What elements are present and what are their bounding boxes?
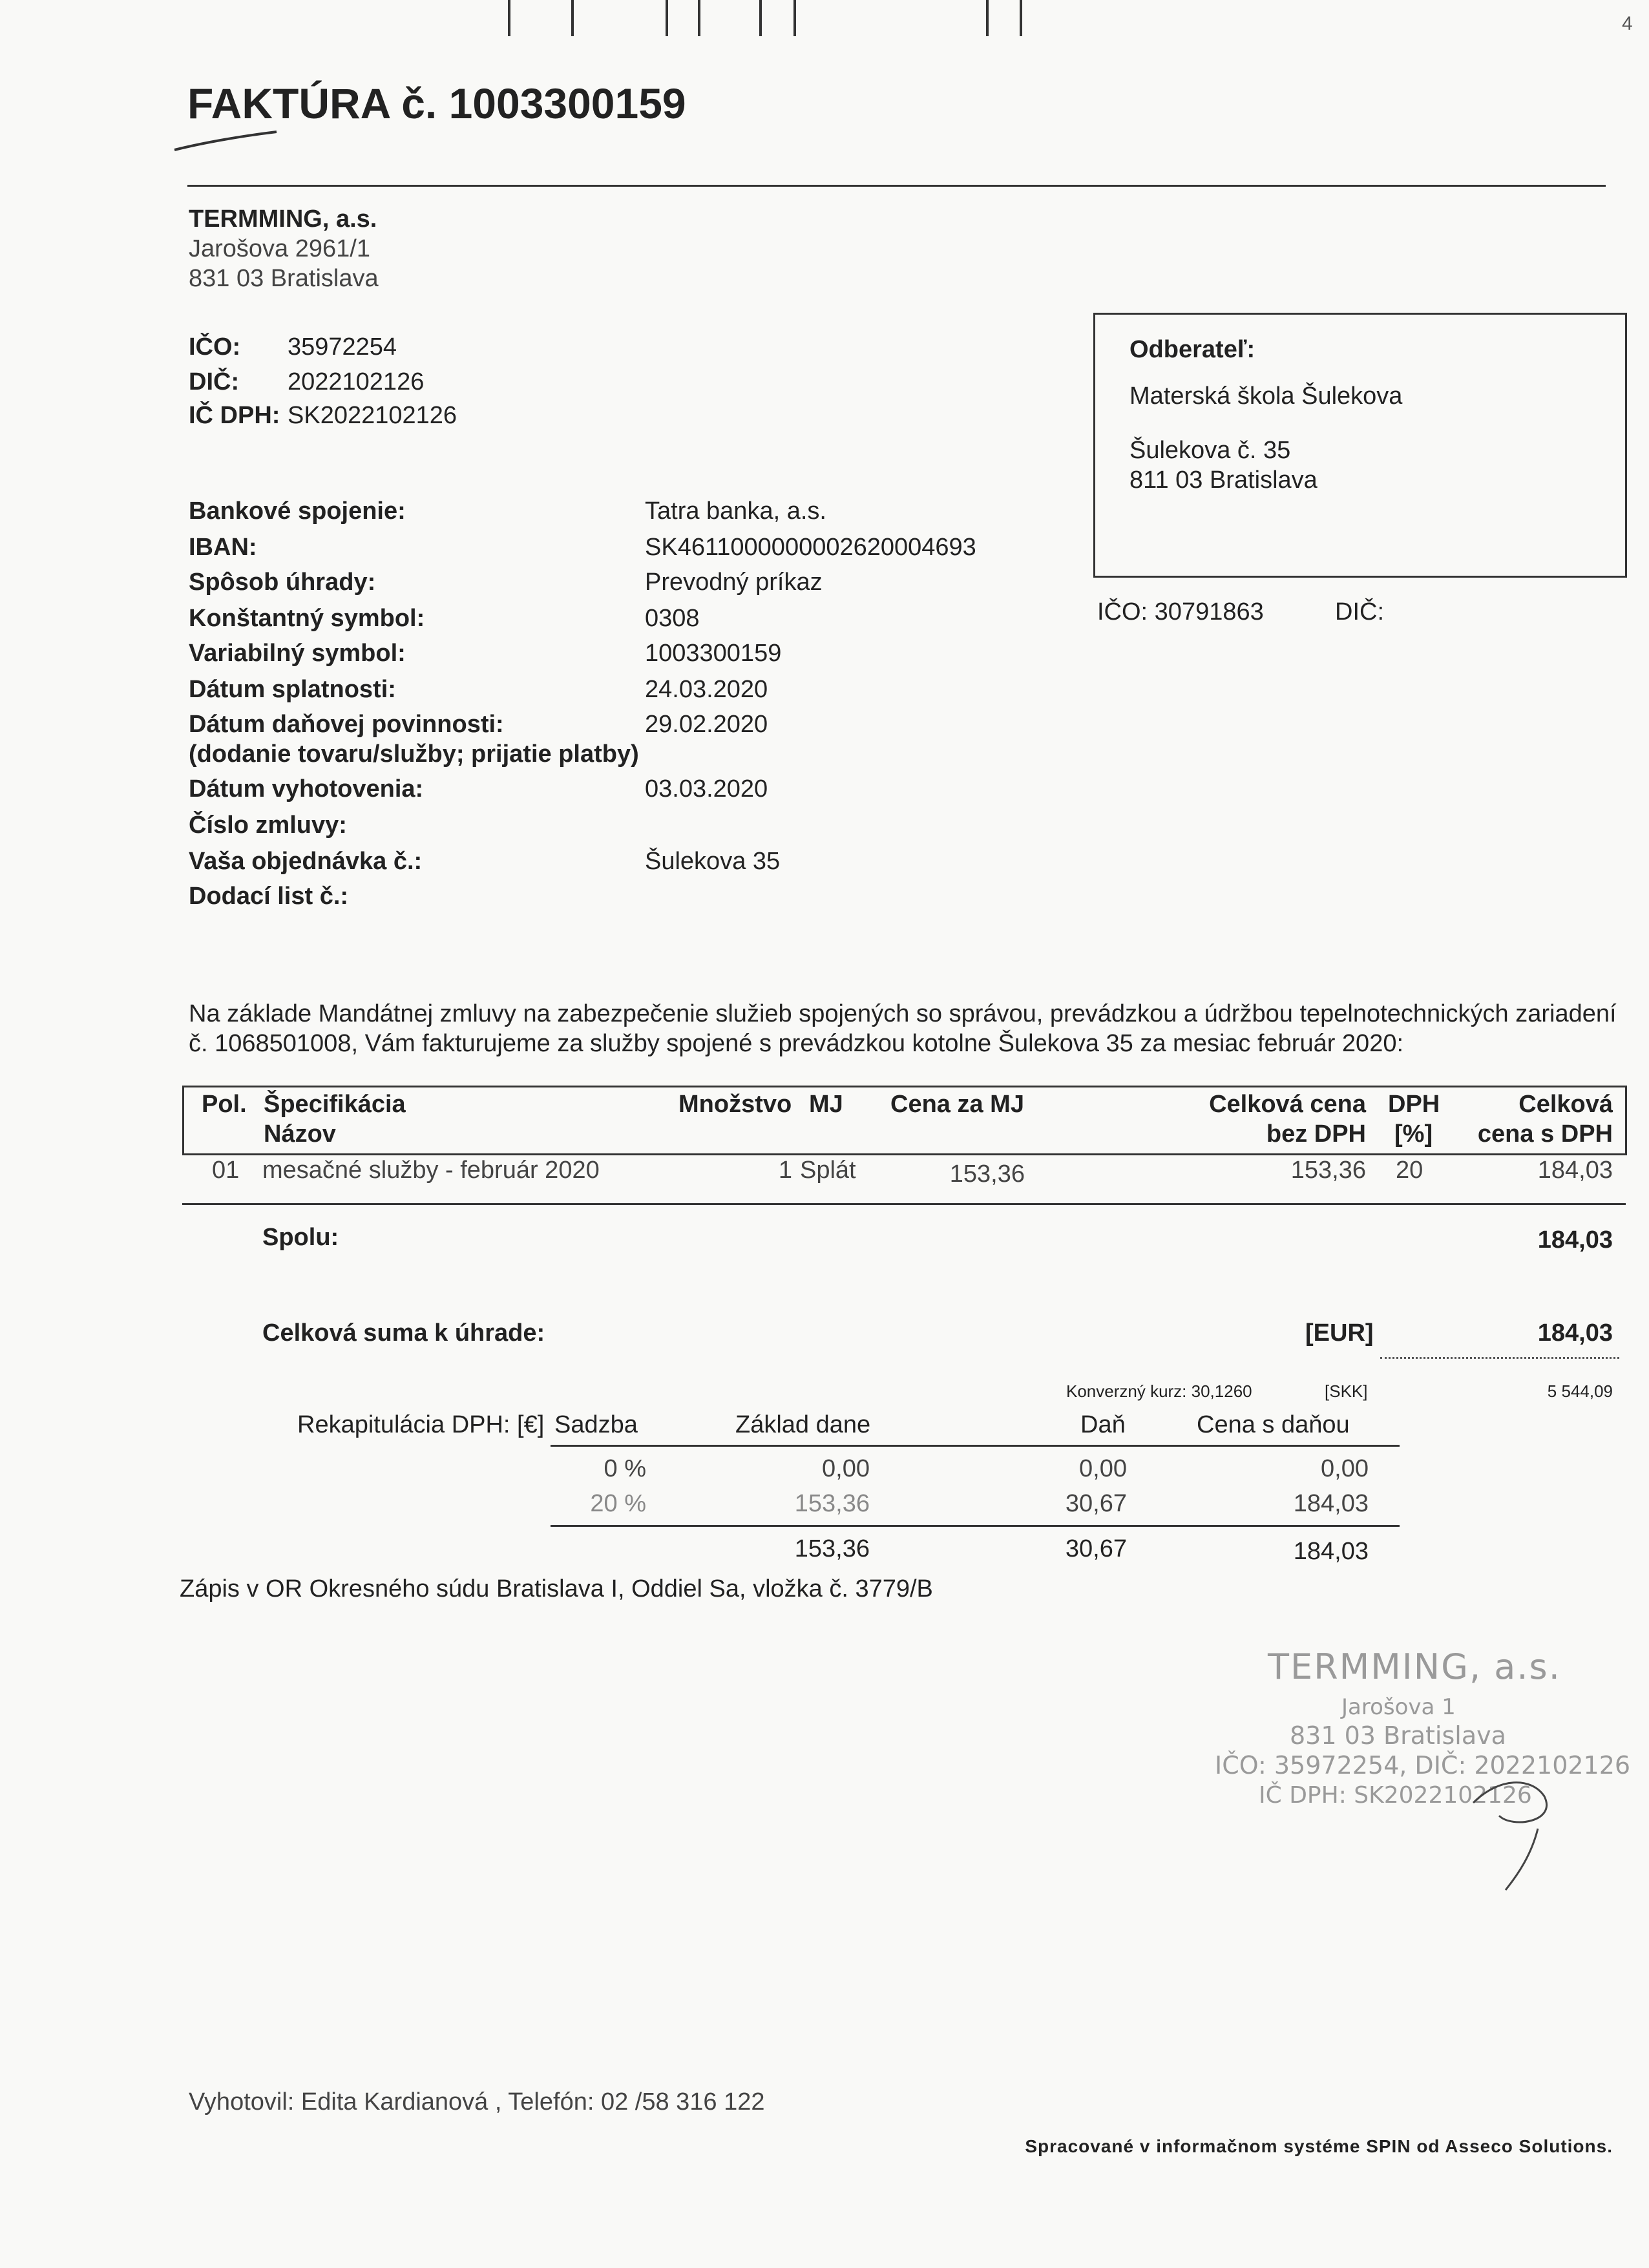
supplier-city: 831 03 Bratislava <box>189 265 379 292</box>
constant-symbol-label: Konštantný symbol: <box>189 605 425 632</box>
stamp-street: Jarošova 1 <box>1341 1694 1456 1720</box>
bank-label: Bankové spojenie: <box>189 498 406 525</box>
stamp-name: TERMMING, a.s. <box>1268 1646 1561 1687</box>
vat-sum-cena: 184,03 <box>1293 1538 1369 1565</box>
subtotal-label: Spolu: <box>262 1224 339 1251</box>
col-s-dph-2: cena s DPH <box>1477 1120 1613 1148</box>
total-value: 184,03 <box>1537 1319 1613 1347</box>
issue-date-label: Dátum vyhotovenia: <box>189 775 424 803</box>
invoice-title: FAKTÚRA č. 1003300159 <box>187 79 686 127</box>
col-s-dph-1: Celková <box>1518 1091 1613 1118</box>
tax-date-label: Dátum daňovej povinnosti: <box>189 711 504 738</box>
payment-method-value: Prevodný príkaz <box>645 569 823 596</box>
customer-city: 811 03 Bratislava <box>1129 467 1318 494</box>
vat-sum-dan: 30,67 <box>1065 1535 1127 1562</box>
vat-row1-dan: 0,00 <box>1079 1455 1127 1482</box>
supplier-name: TERMMING, a.s. <box>189 205 377 233</box>
total-currency: [EUR] <box>1305 1319 1374 1347</box>
col-bez-dph-2: bez DPH <box>1266 1120 1366 1148</box>
supplier-dic-value: 2022102126 <box>288 368 425 395</box>
vat-col-cena: Cena s daňou <box>1197 1411 1350 1438</box>
order-number-label: Vaša objednávka č.: <box>189 848 423 875</box>
subtotal-value: 184,03 <box>1537 1226 1613 1254</box>
row-mnozstvo: 1 <box>778 1157 792 1184</box>
stamp-city: 831 03 Bratislava <box>1290 1721 1506 1750</box>
contract-number-label: Číslo zmluvy: <box>189 812 347 839</box>
bank-value: Tatra banka, a.s. <box>645 498 826 525</box>
supplier-ico-value: 35972254 <box>288 333 397 361</box>
supplier-icdph-label: IČ DPH: <box>189 402 280 429</box>
vat-row2-sadzba: 20 % <box>590 1490 646 1517</box>
intro-text-line1: Na základe Mandátnej zmluvy na zabezpečenie služieb spojených so správou, prevádzkou a údržbou tepelnotechnických zariadení <box>189 1000 1617 1027</box>
col-mj: MJ <box>809 1091 843 1118</box>
header-divider <box>187 185 1606 187</box>
row-s-dph: 184,03 <box>1537 1157 1613 1184</box>
vat-row2-zaklad: 153,36 <box>794 1490 870 1517</box>
issue-date-value: 03.03.2020 <box>645 775 768 803</box>
customer-heading: Odberateľ: <box>1129 336 1255 363</box>
col-cena-mj: Cena za MJ <box>890 1091 1024 1118</box>
variable-symbol-label: Variabilný symbol: <box>189 640 406 667</box>
supplier-ico-label: IČO: <box>189 333 241 361</box>
vat-col-zaklad: Základ dane <box>735 1411 871 1438</box>
vat-sum-line <box>551 1525 1400 1527</box>
supplier-street: Jarošova 2961/1 <box>189 235 370 262</box>
due-date-label: Dátum splatnosti: <box>189 676 396 703</box>
iban-label: IBAN: <box>189 534 257 561</box>
total-dotted-underline <box>1380 1357 1619 1359</box>
skk-label: [SKK] <box>1325 1381 1368 1401</box>
vat-sum-zaklad: 153,36 <box>794 1535 870 1562</box>
row-cena-mj: 153,36 <box>949 1160 1025 1188</box>
due-date-value: 24.03.2020 <box>645 676 768 703</box>
table-bottom-line <box>182 1203 1626 1205</box>
col-spec: Špecifikácia <box>264 1091 406 1118</box>
col-mnozstvo: Množstvo <box>678 1091 792 1118</box>
col-pol: Pol. <box>202 1091 247 1118</box>
constant-symbol-value: 0308 <box>645 605 700 632</box>
skk-value: 5 544,09 <box>1547 1381 1613 1401</box>
vat-col-sadzba: Sadzba <box>554 1411 638 1438</box>
order-number-value: Šulekova 35 <box>645 848 781 875</box>
footer-author: Vyhotovil: Edita Kardianová , Telefón: 02 /58 316 122 <box>189 2088 765 2116</box>
variable-symbol-value: 1003300159 <box>645 640 782 667</box>
conversion-rate: Konverzný kurz: 30,1260 <box>1066 1381 1252 1401</box>
intro-text-line2: č. 1068501008, Vám fakturujeme za služby spojené s prevádzkou kotolne Šulekova 35 za mesiac február 2020: <box>189 1030 1404 1057</box>
tax-date-note: (dodanie tovaru/služby; prijatie platby) <box>189 740 639 768</box>
page-number: 4 <box>1622 13 1633 34</box>
vat-col-dan: Daň <box>1080 1411 1126 1438</box>
iban-value: SK4611000000002620004693 <box>645 534 976 561</box>
customer-dic: DIČ: <box>1335 598 1384 625</box>
customer-ico: IČO: 30791863 <box>1097 598 1264 625</box>
vat-header-line <box>551 1445 1400 1447</box>
tax-date-value: 29.02.2020 <box>645 711 768 738</box>
col-dph-1: DPH <box>1388 1091 1440 1118</box>
customer-name: Materská škola Šulekova <box>1129 383 1403 410</box>
row-pol: 01 <box>212 1157 240 1184</box>
row-bez-dph: 153,36 <box>1290 1157 1366 1184</box>
col-nazov: Názov <box>264 1120 336 1148</box>
row-dph: 20 <box>1396 1157 1423 1184</box>
register-note: Zápis v OR Okresného súdu Bratislava I, Oddiel Sa, vložka č. 3779/B <box>180 1575 933 1602</box>
stamp-ids: IČO: 35972254, DIČ: 2022102126 <box>1215 1751 1631 1780</box>
customer-street: Šulekova č. 35 <box>1129 437 1291 464</box>
row-nazov: mesačné služby - február 2020 <box>262 1157 600 1184</box>
stamp-icdph: IČ DPH: SK2022102126 <box>1259 1782 1532 1809</box>
signature-stroke <box>1460 1751 1564 1900</box>
total-label: Celková suma k úhrade: <box>262 1319 545 1347</box>
vat-row1-cena: 0,00 <box>1321 1455 1369 1482</box>
vat-recap-title: Rekapitulácia DPH: [€] <box>297 1411 545 1438</box>
col-bez-dph-1: Celková cena <box>1209 1091 1366 1118</box>
footer-system: Spracované v informačnom systéme SPIN od Asseco Solutions. <box>1025 2136 1613 2156</box>
supplier-dic-label: DIČ: <box>189 368 240 395</box>
vat-row2-cena: 184,03 <box>1293 1490 1369 1517</box>
col-dph-2: [%] <box>1394 1120 1433 1148</box>
vat-row1-zaklad: 0,00 <box>822 1455 870 1482</box>
supplier-icdph-value: SK2022102126 <box>288 402 457 429</box>
vat-row1-sadzba: 0 % <box>604 1455 646 1482</box>
row-mj: Splát <box>800 1157 856 1184</box>
vat-row2-dan: 30,67 <box>1065 1490 1127 1517</box>
title-underline-stroke <box>173 128 283 154</box>
payment-method-label: Spôsob úhrady: <box>189 569 376 596</box>
delivery-note-label: Dodací list č.: <box>189 883 349 910</box>
